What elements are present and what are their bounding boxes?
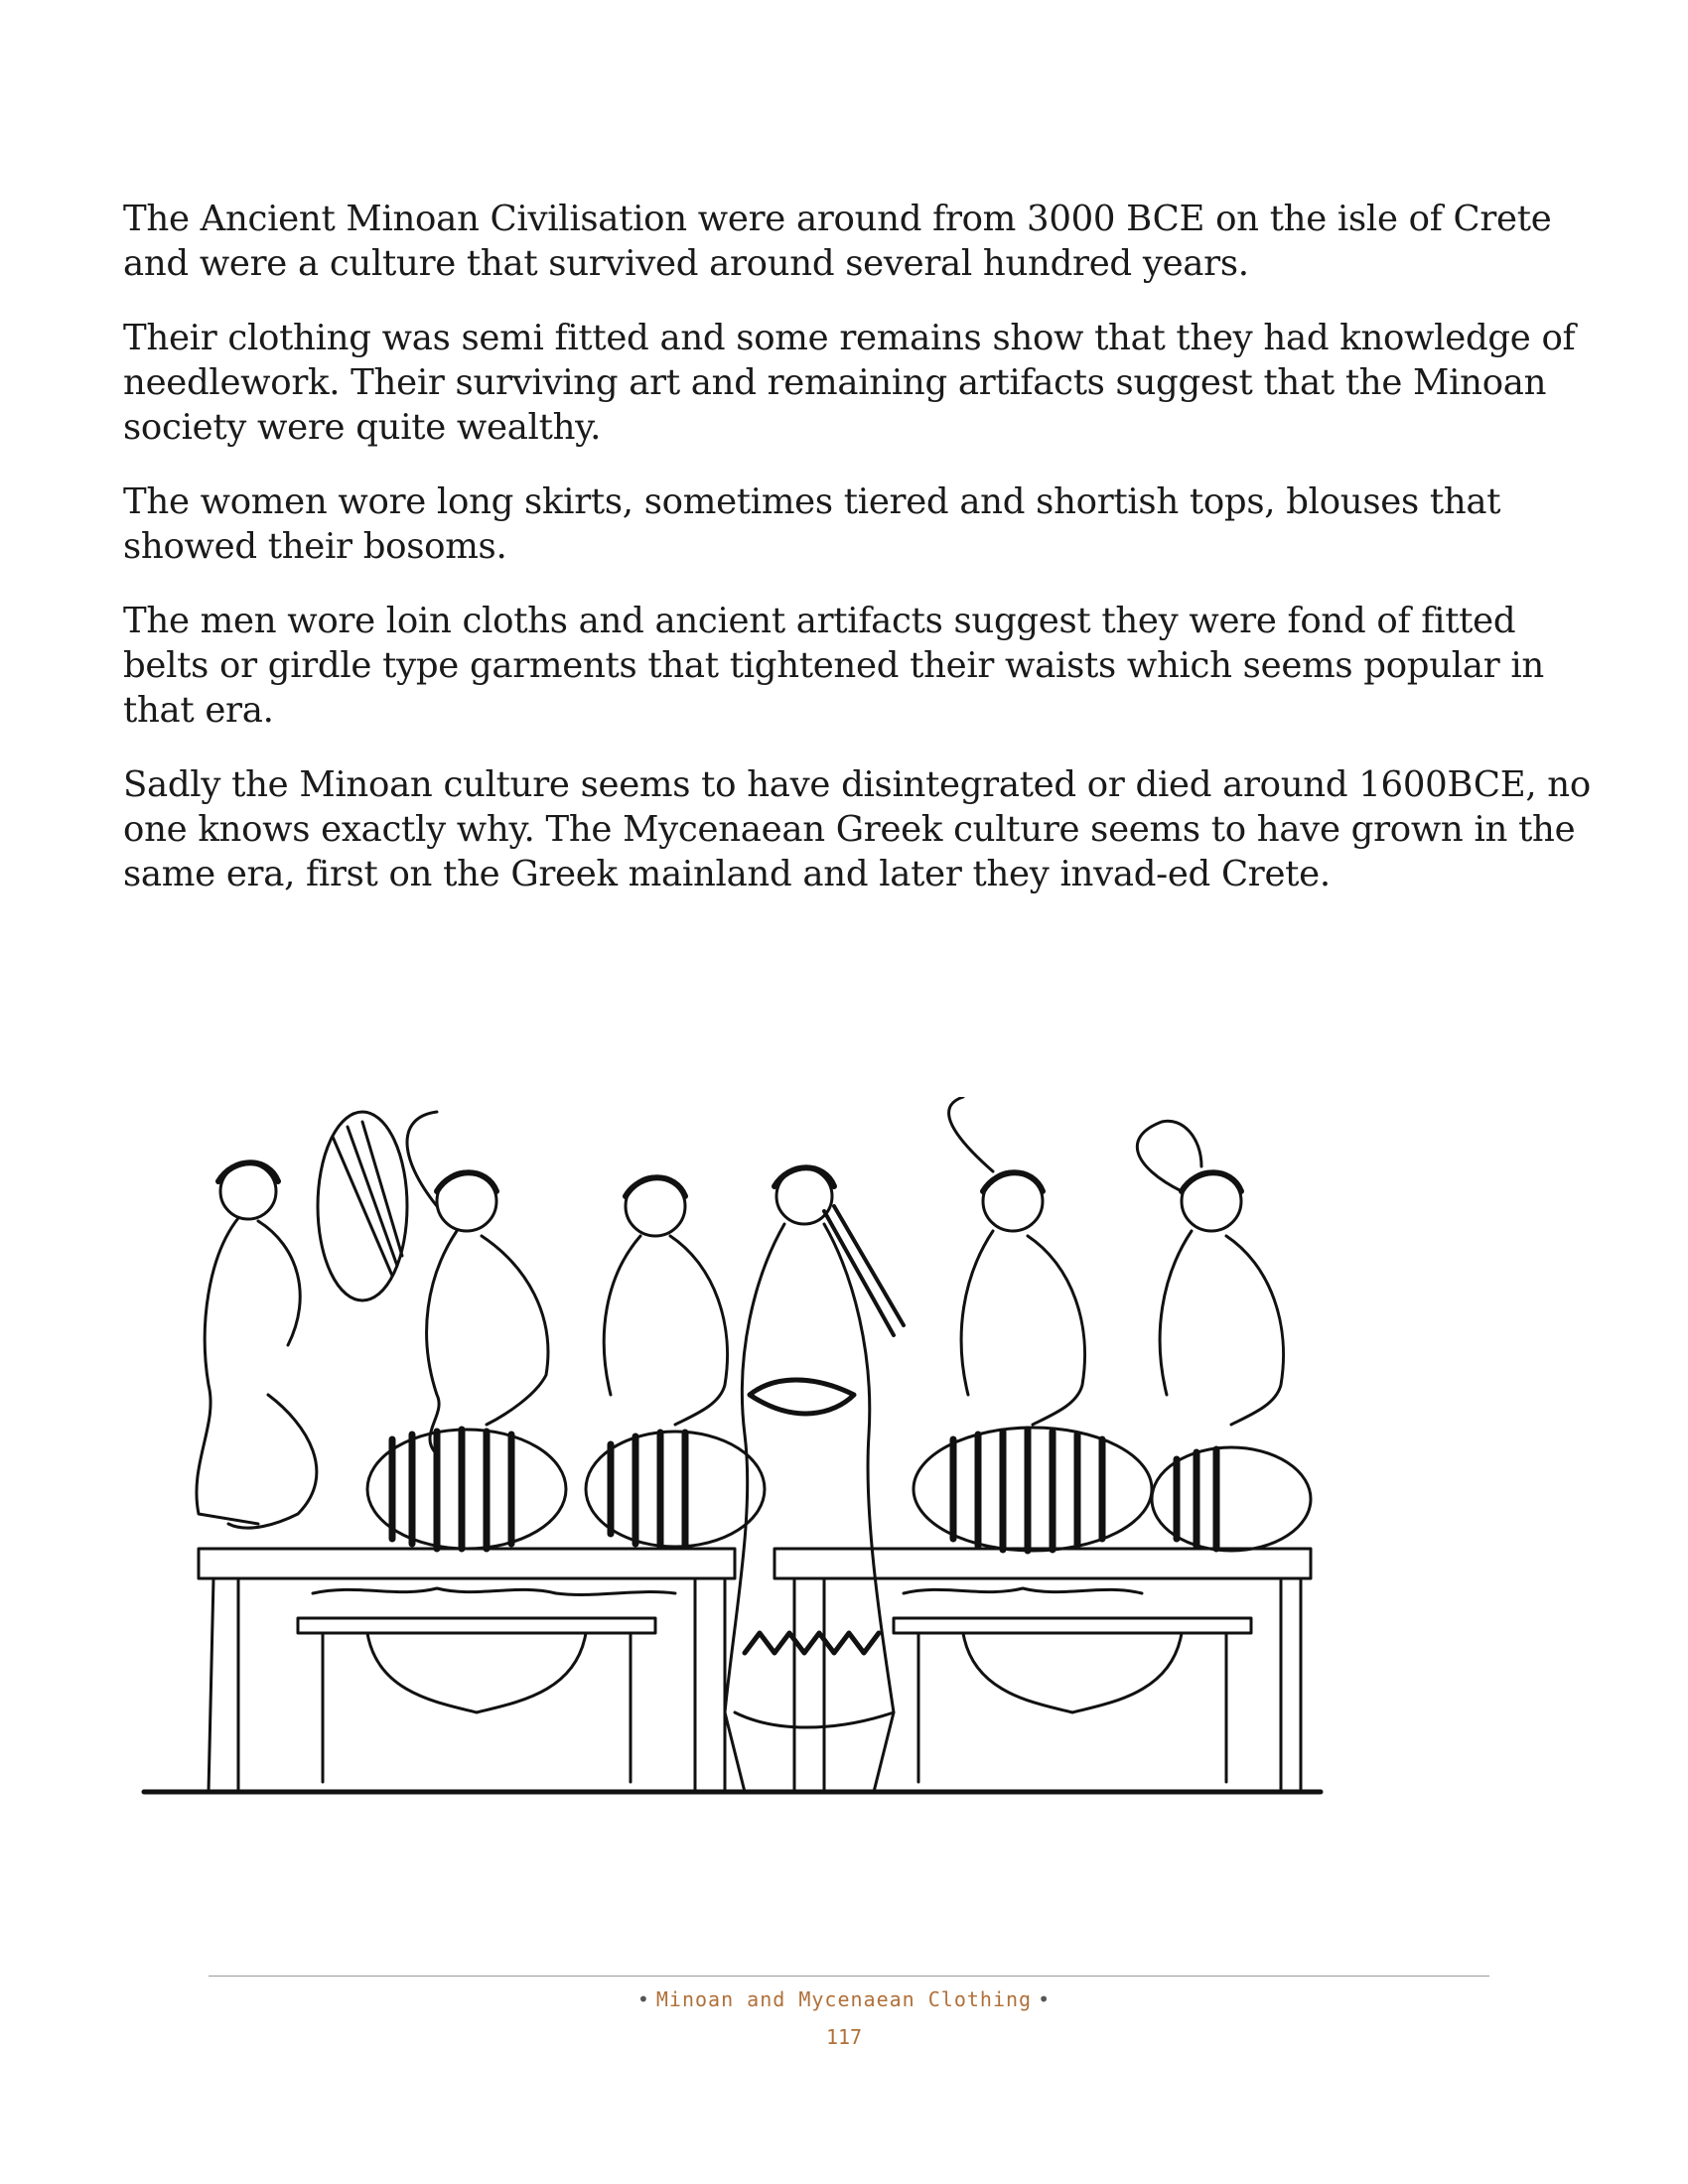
paragraph-decline: Sadly the Minoan culture seems to have disintegrated or died around 1600BCE, no one knows exactly why. The Mycenaean Greek culture seems to have grown in the same era, first on the Greek mainland and later they invad-ed Crete. (123, 764, 1591, 894)
couch-top-right (774, 1549, 1311, 1578)
figure-reclining-5 (949, 1097, 1085, 1425)
figure-flute-player (725, 1167, 904, 1792)
figure-reclining-3 (604, 1176, 727, 1425)
body-text (123, 197, 1593, 926)
page-number: 117 (825, 2025, 863, 2049)
figure-reclining-6 (1137, 1121, 1283, 1425)
footer-title-text: Minoan and Mycenaean Clothing (655, 1987, 1033, 2011)
paragraph-intro: The Ancient Minoan Civilisation were around from 3000 BCE on the isle of Crete and were a culture that survived around several hundred years. (123, 199, 1552, 284)
couch-top-left (199, 1549, 735, 1578)
bullet-icon: • (636, 1987, 650, 2011)
figure-reclining-2 (407, 1112, 548, 1454)
paragraph-clothing: Their clothing was semi fitted and some remains show that they had knowledge of needlework. Their surviving art and remaining artifacts suggest that the Minoan society were quite wealthy. (123, 318, 1576, 448)
paragraph-men: The men wore loin cloths and ancient artifacts suggest they were fond of fitted belts or girdle type garments that tightened their waists which seems popular in that era. (123, 601, 1544, 731)
cushion-4 (1152, 1447, 1311, 1551)
footer-rule (209, 1976, 1489, 1977)
table-right (894, 1618, 1251, 1782)
cushion-1 (367, 1430, 566, 1549)
footer-running-title (0, 1987, 1688, 2011)
bullet-icon: • (1038, 1987, 1052, 2011)
cushion-3 (914, 1428, 1152, 1551)
cushion-2 (586, 1432, 765, 1547)
banquet-illustration (139, 1097, 1331, 1827)
table-left (298, 1618, 655, 1782)
paragraph-women: The women wore long skirts, sometimes tiered and shortish tops, blouses that showed their bosoms. (123, 481, 1501, 567)
